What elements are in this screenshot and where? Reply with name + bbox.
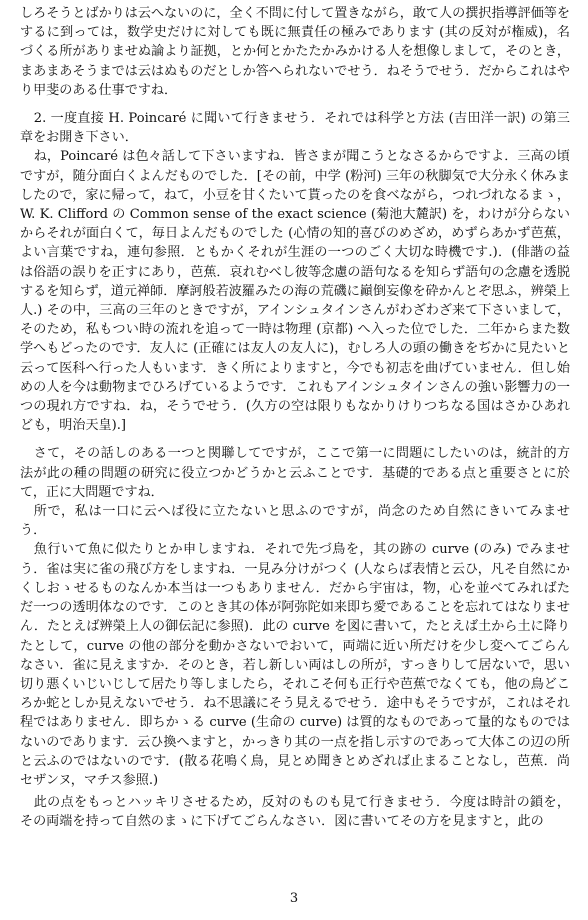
paragraph-3: ね，Poincaré は色々話して下さいますね．皆さまが聞こうとなさるからですよ．三高の頃ですが，随分面白くよんだものでした．[その前，中学 (粉河) 三年の秋脚気で大分永く休みましたので，家に帰って，ねて，小豆を甘くたいて貰ったのを食べながら，つれづれなるまゝ，W. K. Clifford の Common sense of the exact science (菊池大麓訳) を，わけが分らないからそれが面白くて，毎日よんだものでした (心情の知的喜びのめざめ，めずらあかず芭蕉，よい言葉ですね，連句参照．ともかくそれが生涯の一つのごく大切な時機です.)．(俳諧の益は俗語の誤りを正すにあり，芭蕉．哀れむべし彼等念慮の語句なるを知らず語句の念慮を透脱するを知らず，道元禅師．摩訶般若波羅みたの海の荒磯に巓倒妄像を砕かんとぞ思ふ，辨榮上人.) その中，三高の三年のときですが，アインシュタインさんがわざわざ来て下さいまして，そのため，私もつい時の流れを追って一時は物理 (京都) へ入った位でした．二年からまた数学へもどったのです．友人に (正確には友人の友人に)，むしろ人の頭の働きをぢかに見たいと云って医科へ行った人もいます．きく所によりますと，今でも初志を曲げていません．但し始めの人を今は動物までひろげているようです．これもアインシュタインさんの強い影響力の一つの現れ方ですね．ね，そうでせう．(久方の空は限りもなかりけりつちなる国はさかひあれども，明治天皇).] [20,149,570,434]
paragraph-4: さて，その話しのある一つと関聯してですが，ここで第一に問題にしたいのは，統計的方法が此の種の問題の研究に役立つかどうかと云ふことです．基礎的である点と重要さとに於て，正に大問題ですね． [20,446,570,500]
paragraph-7: 此の点をもっとハッキリさせるため，反対のものも見て行きませう．今度は時計の鎖を，その両端を持って自然のまゝに下げてごらんなさい．図に書いてその方を見ますと，此の [20,795,570,830]
document-page [20,4,570,832]
paragraph-5: 所で，私は一口に云へば役に立たないと思ふのですが，尚念のため自然にきいてみませう． [20,504,570,539]
page-number: 3 [289,891,299,906]
paragraph-6: 魚行いて魚に似たりとか申しますね．それで先づ鳥を，其の跡の curve (のみ) でみませう．雀は実に雀の飛び方をしますね．一見み分けがつく (人ならば表情と云ひ，凡そ自然にかくしおゝせるものなんか本当は一つもありません．だから宇宙は，物，心を並べてみればただ一つの透明体なのです．このとき其の体が阿弥陀如来即ち愛であることを忘れてはなりません．たとえば辨榮上人の御伝記に参照)．此の curve を図に書いて，たとえば土から土に降りたとして，curve の他の部分を動かさないでおいて，両端に近い所だけを少し変へてごらんなさい．雀に見えますか．そのとき，若し新しい両はしの所が，すっきりして居ないで，思い切り悪くいじいじして居たり等しましたら，それこそ何も正行や芭蕉でなくても，他の鳥どころか蛇としか見えないでせう．ね不思議にそう見えるでせう．途中もそうですが，これはそれ程ではありません．即ちかゝる curve (生命の curve) は質的なものであって量的なものではないのであります．云ひ換へますと，かっきり其の一点を指し示すのであって大体この辺の所と云ふのではないのです．(散る花鳴く鳥，見とめ聞きとめざれば止まることなし，芭蕉．尚セザンヌ，マチス参照.) [20,542,570,788]
paragraph-1: しろそうとばかりは云へないのに，全く不問に付して置きながら，敢て人の撰択指導評価等をするに到っては，数学史だけに対しても既に無責任の極みであります (其の反対が権威)，名づくる所がありませぬ論より証拠，とか何とかたたかみかける人を想像しまして，そのとき，まあまあそうまでは云はぬものだとしか答へられないでせう．ねそうでせう．だからこれはやり甲斐のある仕事ですね． [20,6,570,98]
paragraph-2-heading: 2. 一度直接 H. Poincaré に聞いて行きませう．それでは科学と方法 (吉田洋一訳) の第三章をお開き下さい． [20,111,570,146]
